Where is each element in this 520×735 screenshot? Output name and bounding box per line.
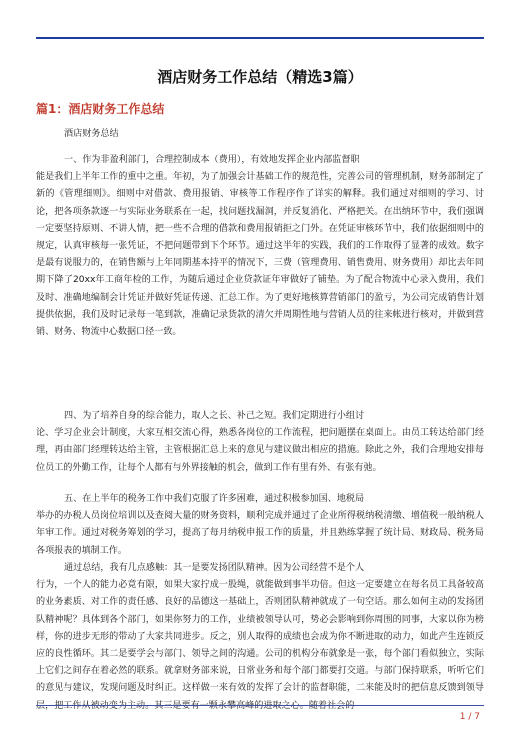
- subtitle-block: [36, 126, 484, 143]
- paragraph-body: 能是我们上半年工作的重中之重。年初，为了加强会计基础工作的规范性，完善公司的管理机制，财务部制定了新的《管理细则》。细则中对借款、费用报销、审核等工作程序作了详实的解释。我们通过对细则的学习、讨论，把各项条款逐一与实际业务联系在一起，找问题找漏洞，并反复消化、严格把关。在出纳环节中，我们强调一定要坚持原则、不讲人情，把一些不合理的借款和费用报销拒之门外。在凭证审核环节中，我们依据细则中的规定，认真审核每一张凭证，不把问题带到下个环节。通过这半年的实践，我们的工作取得了显著的成效。数字是最有说服力的，在销售额与上年同期基本持平的情况下，三费（管理费用、销售费用、财务费用）却比去年同期下降了20xx年工商年检的工作，为随后通过企业贷款证年审做好了铺垫。为了配合物流中心录入费用，我们及时、准确地编制会计凭证并做好凭证传递、汇总工作。为了更好地核算营销部门的盈亏，为公司完成销售计划提供依据，我们及时记录每一笔到款，准确记录货款的清欠并周期性地与营销人员的往来帐进行核对，并做到营销、财务、物流中心数据口径一致。: [36, 172, 484, 338]
- paragraph-2: [36, 408, 484, 477]
- paragraph-3: [36, 491, 484, 560]
- document-title: 酒店财务工作总结（精选3篇）: [157, 68, 363, 86]
- page-number: 1 / 7: [459, 712, 480, 722]
- bottom-rule: [36, 705, 484, 706]
- paragraph-heading: 四、为了培养自身的综合能力，取人之长、补己之短。我们定期进行小组讨: [64, 411, 365, 421]
- paragraph-heading: 五、在上半年的税务工作中我们克服了许多困难，通过积极参加国、地税局: [64, 494, 365, 504]
- paragraph-body: 论、学习企业会计制度，大家互相交流心得，熟悉各岗位的工作流程，把问题摆在桌面上。由员工转达给部门经理，再由部门经理转达给主管，主管根据汇总上来的意见与建议做出相应的措施。除此之外，我们合理地安排每位员工的外勤工作，让每个人都有与外界接触的机会，做到工作有里有外、有张有弛。: [36, 428, 484, 473]
- paragraph-4: [36, 560, 484, 715]
- paragraph-1: [36, 152, 484, 341]
- section-title: 篇1：酒店财务工作总结: [36, 102, 165, 116]
- paragraph-body: 行为，一个人的能力必竟有限，如果大家拧成一股绳，就能做到事半功倍。但这一定要建立在每名员工具备较高的业务素质、对工作的责任感、良好的品德这一基础上，否则团队精神就成了一句空话。那么如何主动的发扬团队精神呢？具体到各个部门，如果你努力的工作，业绩被领导认可，势必会影响到你周围的同事，大家以你为榜样，你的进步无形的带动了大家共同进步。反之，别人取得的成绩也会成为你不断进取的动力，如此产生连锁反应的良性循环。其二是要学会与部门、领导之间的沟通。公司的机构分布就象是一张，每个部门看似独立，实际上它们之间存在着必然的联系。就拿财务部来说，日常业务和每个部门都要打交道。与部门保持联系，听听它们的意见与建议，发现问题及时纠正。这样做一来有效的发挥了会计的监督职能，二来能及时的把信息反馈到领导: [36, 580, 484, 694]
- paragraph-body: 举办的办税人员岗位培训以及查阅大量的财务资料，顺利完成并通过了企业所得税纳税清缴、增值税一般纳税人年审工作。通过对税务筹划的学习，提高了每月纳税申报工作的质量，并且熟练掌握了统计局、财政局、税务局各项报表的填制工作。: [36, 511, 484, 556]
- paragraph-heading: 通过总结，我有几点感触：其一是要发扬团队精神。因为公司经营不是个人: [64, 563, 365, 573]
- paragraph-heading: 一、作为非盈利部门，合理控制成本（费用），有效地发挥企业内部监督职: [64, 155, 360, 165]
- top-rule: [36, 37, 484, 39]
- subtitle: 酒店财务总结: [64, 129, 119, 139]
